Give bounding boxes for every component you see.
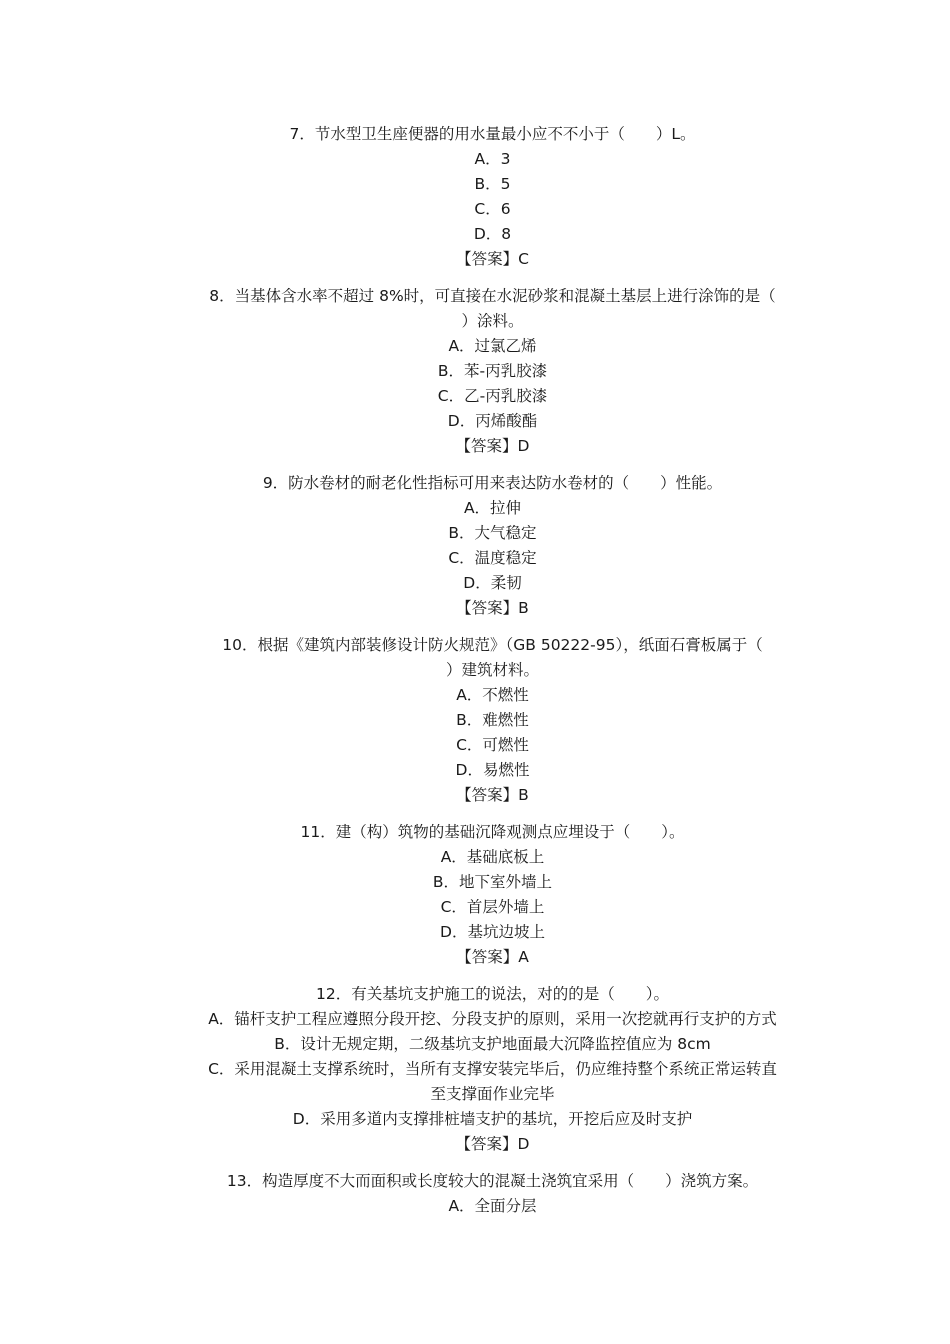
question-11 <box>180 820 805 970</box>
option: A．不燃性 <box>456 686 529 704</box>
document-page <box>180 122 805 1219</box>
option: A．3 <box>474 150 511 168</box>
option: C．可燃性 <box>456 736 529 754</box>
answer: 【答案】D <box>455 437 530 455</box>
question-stem: 8．当基体含水率不超过 8%时，可直接在水泥砂浆和混凝土基层上进行涂饰的是（ <box>209 287 776 305</box>
option: B．地下室外墙上 <box>432 873 553 891</box>
option: C．采用混凝土支撑系统时，当所有支撑安装完毕后，仍应维持整个系统正常运转直 <box>208 1060 777 1078</box>
option: A．过氯乙烯 <box>448 337 537 355</box>
option: D．采用多道内支撑排桩墙支护的基坑，开挖后应及时支护 <box>292 1110 693 1128</box>
answer: 【答案】A <box>456 948 529 966</box>
option: D．易燃性 <box>455 761 530 779</box>
question-13 <box>180 1169 805 1219</box>
question-stem: 7．节水型卫生座便器的用水量最小应不不小于（ ）L。 <box>289 125 696 143</box>
option: A．拉伸 <box>463 499 522 517</box>
question-stem-continued: ）涂料。 <box>461 312 524 330</box>
question-8 <box>180 284 805 459</box>
option: C．6 <box>474 200 511 218</box>
option: D．基坑边坡上 <box>440 923 545 941</box>
question-stem: 12．有关基坑支护施工的说法，对的的是（ ）。 <box>316 985 669 1003</box>
answer: 【答案】D <box>455 1135 530 1153</box>
option-continued: 至支撑面作业完毕 <box>430 1085 555 1103</box>
question-stem-continued: ）建筑材料。 <box>445 661 539 679</box>
question-12 <box>180 982 805 1157</box>
option: D．丙烯酸酯 <box>447 412 538 430</box>
option: D．8 <box>473 225 512 243</box>
option: B．大气稳定 <box>448 524 537 542</box>
option: A．基础底板上 <box>440 848 545 866</box>
option: B．设计无规定期，二级基坑支护地面最大沉降监控值应为 8cm <box>274 1035 711 1053</box>
option: C．首层外墙上 <box>440 898 545 916</box>
question-stem: 10．根据《建筑内部装修设计防火规范》（GB 50222-95），纸面石膏板属于（ <box>222 636 763 654</box>
option: B．5 <box>474 175 511 193</box>
option: B．苯-丙乳胶漆 <box>437 362 548 380</box>
question-stem: 9．防水卷材的耐老化性指标可用来表达防水卷材的（ ）性能。 <box>262 474 723 492</box>
question-stem: 11．建（构）筑物的基础沉降观测点应埋设于（ ）。 <box>300 823 685 841</box>
option: D．柔韧 <box>463 574 522 592</box>
option: C．温度稳定 <box>448 549 537 567</box>
option: C．乙-丙乳胶漆 <box>437 387 548 405</box>
option: A．全面分层 <box>448 1197 537 1215</box>
answer: 【答案】B <box>456 599 529 617</box>
question-7 <box>180 122 805 272</box>
question-9 <box>180 471 805 621</box>
answer: 【答案】B <box>456 786 529 804</box>
question-10 <box>180 633 805 808</box>
option: A．锚杆支护工程应遵照分段开挖、分段支护的原则，采用一次挖就再行支护的方式 <box>208 1010 777 1028</box>
option: B．难燃性 <box>456 711 529 729</box>
question-stem: 13．构造厚度不大而面积或长度较大的混凝土浇筑宜采用（ ）浇筑方案。 <box>226 1172 759 1190</box>
answer: 【答案】C <box>456 250 529 268</box>
